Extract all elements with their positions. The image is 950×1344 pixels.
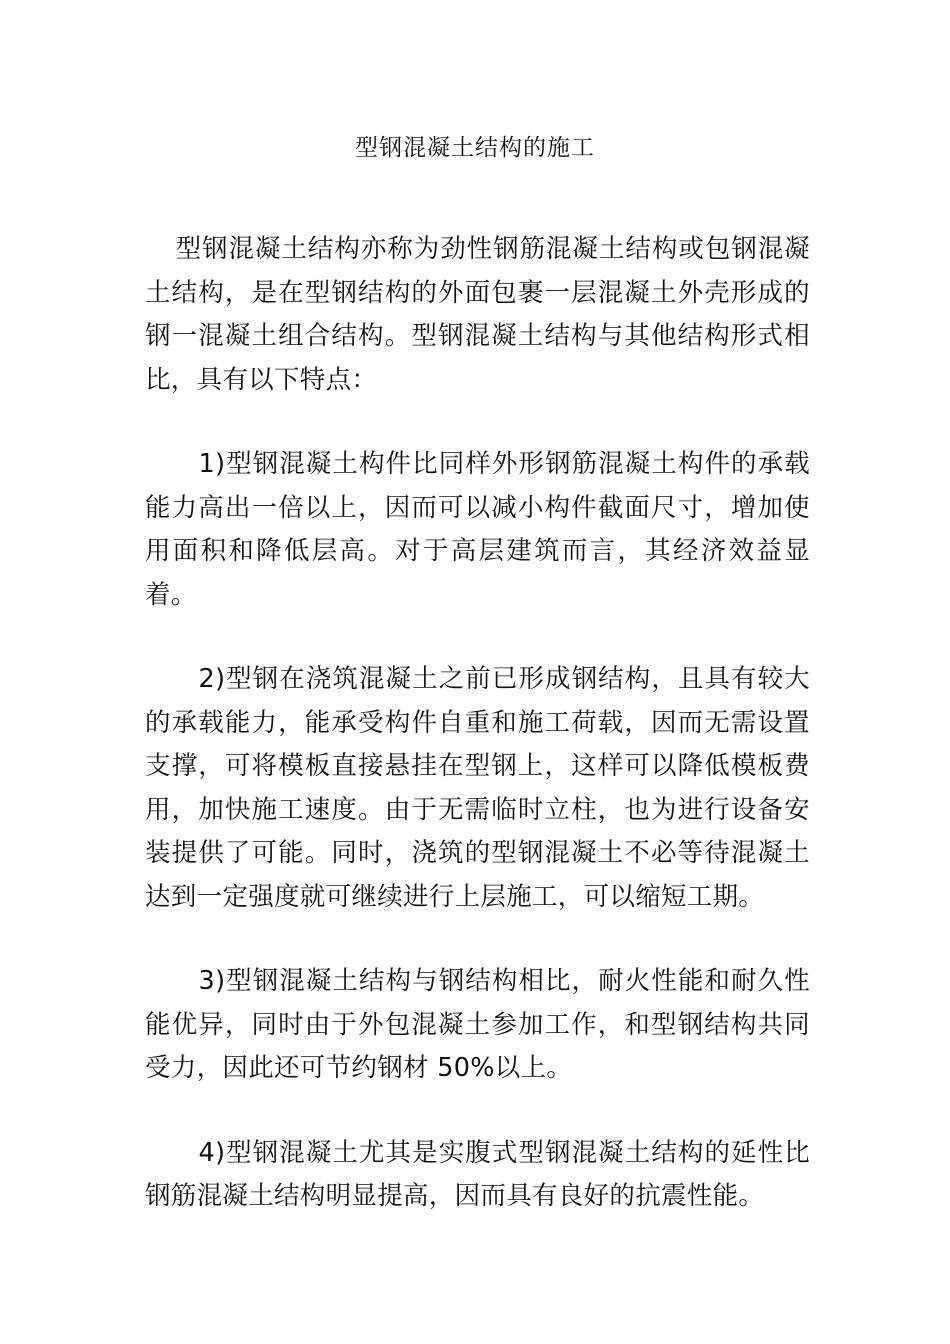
feature-paragraph-4: 4)型钢混凝土尤其是实腹式型钢混凝土结构的延性比钢筋混凝土结构明显提高，因而具有良好的抗震性能。 — [145, 1137, 810, 1211]
feature-paragraph-2: 2)型钢在浇筑混凝土之前已形成钢结构，且具有较大的承载能力，能承受构件自重和施工荷载，因而无需设置支撑，可将模板直接悬挂在型钢上，这样可以降低模板费用，加快施工速度。由于无需临时立柱，也为进行设备安装提供了可能。同时，浇筑的型钢混凝土不必等待混凝土达到一定强度就可继续进行上层施工，可以缩短工期。 — [145, 664, 810, 912]
feature-paragraph-3: 3)型钢混凝土结构与钢结构相比，耐火性能和耐久性能优异，同时由于外包混凝土参加工作，和型钢结构共同受力，因此还可节约钢材 50%以上。 — [145, 966, 810, 1083]
document-body — [145, 228, 810, 1260]
intro-paragraph: 型钢混凝土结构亦称为劲性钢筋混凝土结构或包钢混凝土结构，是在型钢结构的外面包裹一层混凝土外壳形成的钢一混凝土组合结构。型钢混凝土结构与其他结构形式相比，具有以下特点： — [145, 234, 810, 395]
document-title: 型钢混凝土结构的施工 — [355, 135, 595, 161]
feature-paragraph-1: 1)型钢混凝土构件比同样外形钢筋混凝土构件的承载能力高出一倍以上，因而可以减小构件截面尺寸，增加使用面积和降低层高。对于高层建筑而言，其经济效益显着。 — [145, 449, 810, 610]
